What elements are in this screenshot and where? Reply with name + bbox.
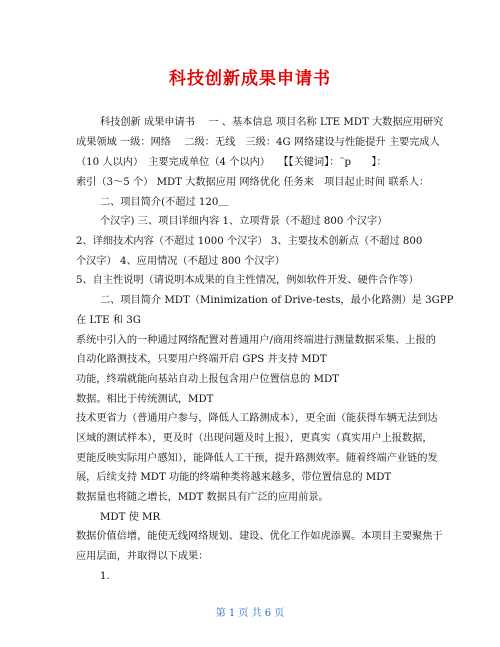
body-line: 展，后续支持 MDT 功能的终端种类将越来越多，带位置信息的 MDT: [76, 472, 392, 483]
body-line: 1.: [100, 571, 110, 582]
body-line: （10 人以内） 主要完成单位（4 个以内） 【【关键词】：¨p 】：: [76, 157, 387, 168]
page-footer: 第 1 页 共 6 页: [215, 608, 285, 619]
body-line: 数据。相比于传统测试，MDT: [76, 394, 214, 405]
body-line: 二、项目简介 MDT（Minimization of Drive-tests，最小化路测）是 3GPP: [100, 295, 454, 306]
body-line: 科技创新 成果申请书 一 、基本信息 项目名称 LTE MDT 大数据应用研究: [100, 117, 444, 128]
body-line: 自动化路测技术，只要用户终端开启 GPS 并支持 MDT: [76, 354, 327, 365]
body-line: 应用层面，并取得以下成果：: [76, 551, 209, 562]
body-line: 索引（3～5 个） MDT 大数据应用 网络优化 任务来 项目起止时间 联系人：: [76, 177, 430, 188]
body-line: 5、自主性说明（请说明本成果的自主性情况，例如软件开发、硬件合作等）: [76, 275, 419, 286]
body-line: MDT 使 MR: [100, 512, 161, 523]
body-line: 功能，终端就能向基站自动上报包含用户位置信息的 MDT: [76, 374, 339, 385]
body-line: 个汉字) 三、项目详细内容 1、立项背景（不超过 800 个汉字）: [100, 216, 388, 227]
document-title: 科技创新成果申请书: [169, 69, 331, 89]
body-line: 成果领域 一级：网络 二级：无线 三级：4G 网络建设与性能提升 主要完成人: [76, 137, 440, 148]
body-line: 个汉字） 4、应用情况（不超过 800 个汉字）: [76, 256, 285, 267]
body-line: 2、详细技术内容（不超过 1000 个汉字） 3、主要技术创新点（不超过 800: [76, 236, 423, 247]
body-line: 数据量也将随之增长，MDT 数据具有广泛的应用前景。: [76, 492, 329, 503]
body-line: 在 LTE 和 3G: [76, 315, 141, 326]
body-line: 数据价值倍增，能使无线网络规划、建设、优化工作如虎添翼。本项目主要聚焦于: [76, 531, 443, 542]
body-line: 技术更省力（普通用户参与，降低人工路测成本），更全面（能获得车辆无法到达: [76, 413, 438, 424]
body-line: 区域的测试样本），更及时（出现问题及时上报），更真实（真实用户上报数据，: [76, 433, 433, 444]
body-line: 系统中引入的一种通过网络配置对普通用户/商用终端进行测量数据采集、上报的: [76, 335, 436, 346]
body-line: 更能反映实际用户感知），能降低人工干预，提升路测效率。随着终端产业链的发: [76, 453, 438, 464]
body-line: 二、项目简介(不超过 120＿: [100, 197, 229, 208]
